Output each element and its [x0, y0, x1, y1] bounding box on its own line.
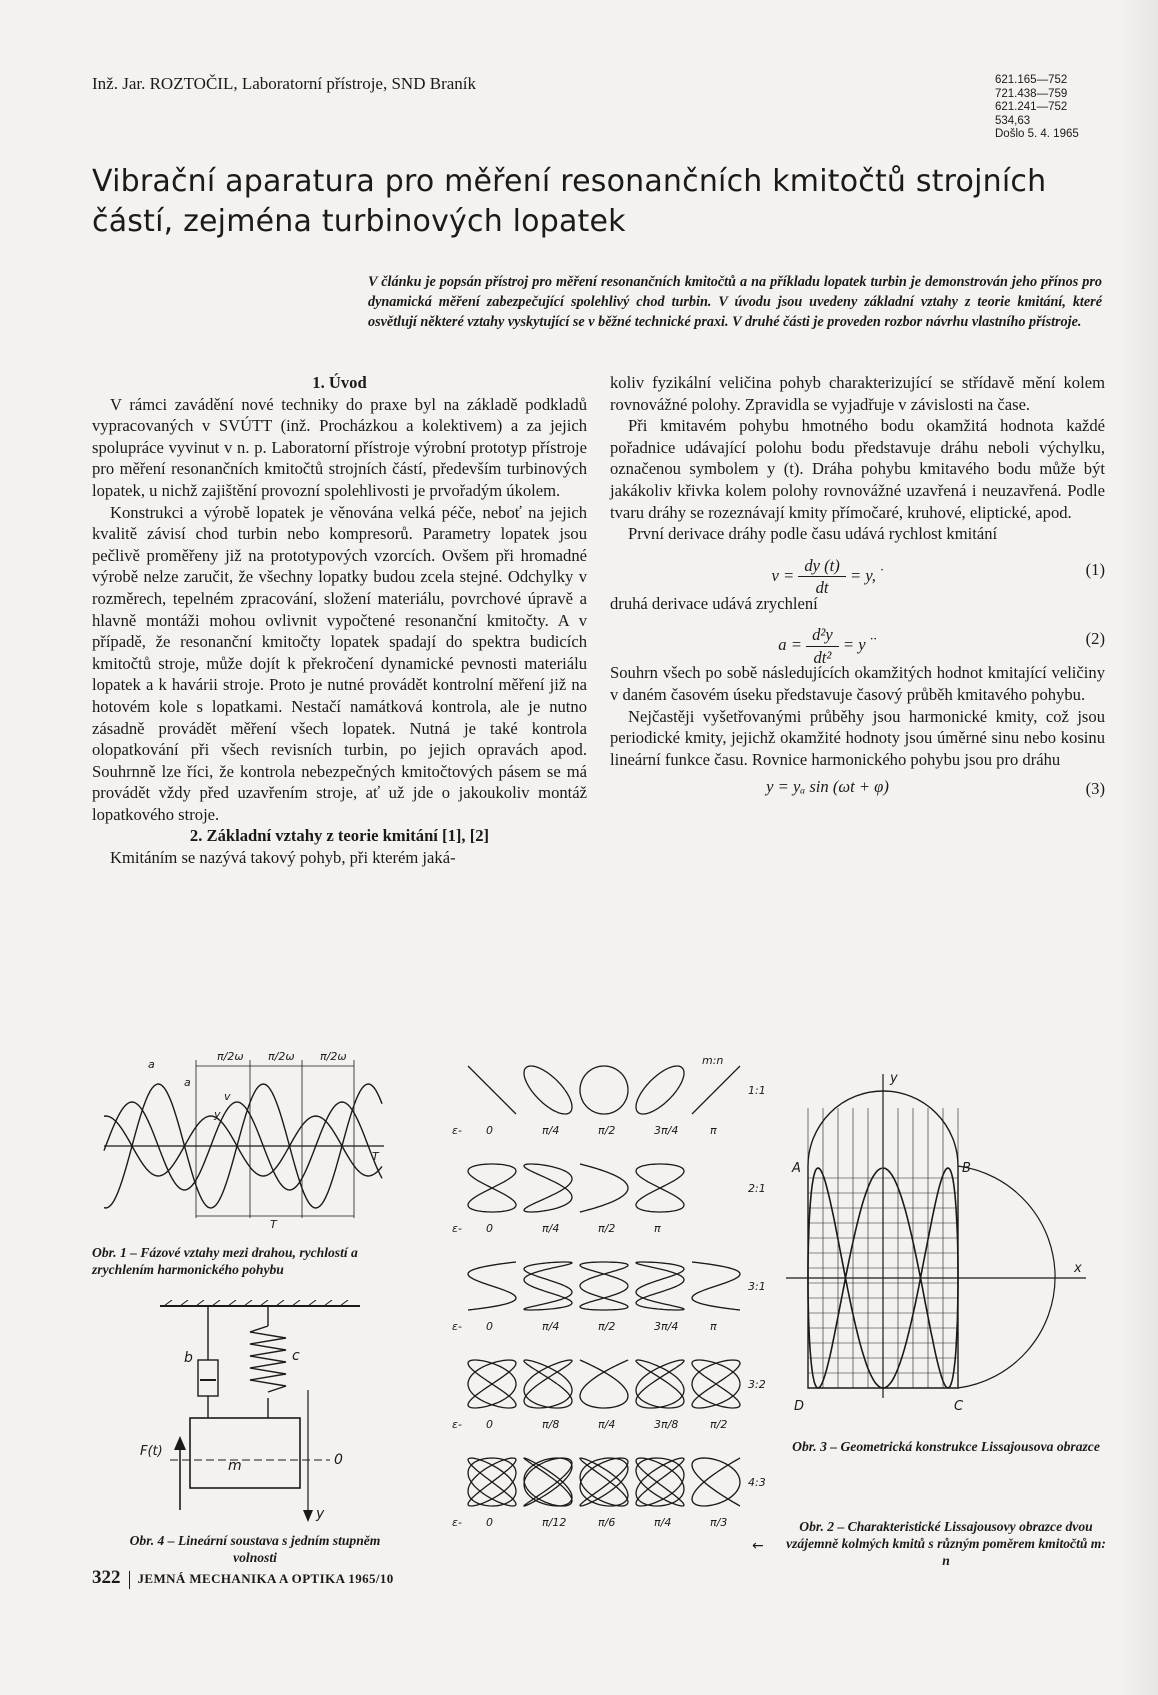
paragraph: Konstrukci a výrobě lopatek je věnována velká péče, neboť na jejich kvalitě závisí chod turbin nebo kompresorů. Parametry lopatek jsou pečlivě proměřeny již na prototypových vzorcích. Ovšem při hromadné výrobě nelze zaručit, že všechny lopatky budou zcela stejné. Odchylky v rozměrech, tepelném zpracování, složení materiálu, povrchové úpravě a hlavně montáži mohou ovlivnit vypočtené resonanční kmitočty. A v případě, že resonanční kmitočty lopatek spadají do spektra budicích kmitočtů stroje, může dojít k překročení dynamické pevnosti materiálu lopatek a k havárii stroje. Proto je nutné provádět kontrolní měření již na hotovém kole s lopatkami. Nestačí namátková kontrola, ale je nutno zásadně provádět měření všech lopatek. Nutná je také kontrola olopatkování při všech revisních turbin, po jejich opravách apod. Souhrnně lze říci, že kontrola nebezpečných kmitočtových pásem se má provádět vždy před uzavřením stroje, ať už jde o jakoukoliv montáž lopatkového stroje.: [92, 502, 587, 824]
article-title: Vibrační aparatura pro měření resonančních kmitočtů strojních částí, zejména turbinových lopatek: [92, 164, 1047, 239]
page-number: 322: [92, 1567, 121, 1588]
point-label: D: [794, 1399, 805, 1414]
lissajous-figure: [580, 1066, 628, 1114]
udc-code: 534,63: [995, 114, 1031, 127]
dimension-label: π/2ω: [217, 1050, 244, 1063]
curve-label: a: [184, 1076, 191, 1089]
lissajous-figure: [580, 1262, 628, 1310]
lissajous-figure: [636, 1164, 684, 1212]
origin-label: 0: [334, 1452, 343, 1468]
figure-2: [452, 1050, 782, 1555]
lissajous-figure: [692, 1360, 740, 1408]
epsilon-label: ε-: [452, 1418, 462, 1431]
curve-label: y: [214, 1108, 221, 1121]
phase-label: π/4: [542, 1320, 560, 1333]
phase-label: π: [710, 1320, 717, 1333]
curve-label: v: [224, 1090, 231, 1103]
curve-label: a: [148, 1058, 155, 1071]
udc-codes: [995, 74, 1079, 142]
eq-dot: ··: [869, 631, 877, 647]
eq-lhs: v =: [771, 565, 795, 585]
eq-numerator: dy (t): [798, 555, 845, 578]
equation-3: [610, 770, 1105, 810]
phase-label: π: [654, 1222, 661, 1235]
figure-4: [140, 1300, 400, 1530]
udc-code: 621.241—752: [995, 101, 1068, 113]
lissajous-figure: [636, 1066, 684, 1114]
phase-label: π/2: [598, 1222, 616, 1235]
journal-name: JEMNÁ MECHANIKA A OPTIKA 1965/10: [137, 1571, 394, 1586]
phase-label: 3π/8: [654, 1418, 679, 1431]
phase-label: π/2: [710, 1418, 728, 1431]
eq-lhs: a =: [778, 635, 802, 655]
mass-label: m: [228, 1458, 242, 1474]
y-arrowhead: [303, 1510, 313, 1522]
lissajous-figure: [636, 1458, 684, 1506]
received-date: Došlo 5. 4. 1965: [995, 128, 1079, 140]
dimension-label: π/2ω: [320, 1050, 347, 1063]
arrow-left-icon: ←: [752, 1538, 764, 1554]
equation-number: (1): [1085, 559, 1105, 579]
author-line: Inž. Jar. ROZTOČIL, Laboratorní přístroje, SND Braník: [92, 74, 477, 93]
damper-body: [198, 1360, 218, 1396]
figure-2-graphic: [452, 1050, 782, 1555]
page-footer: [92, 1567, 394, 1589]
equation-1: [610, 545, 1105, 598]
figure-1-caption: Obr. 1 – Fázové vztahy mezi drahou, rychlostí a zrychlením harmonického pohybu: [92, 1245, 358, 1277]
force-arrowhead: [174, 1436, 186, 1450]
x-axis-label: x: [1074, 1261, 1082, 1276]
mass-block: [190, 1418, 300, 1488]
lissajous-figure: [468, 1164, 516, 1212]
ratio-label: 2:1: [748, 1182, 766, 1195]
spring-label: c: [292, 1348, 300, 1364]
ratio-header: m:n: [702, 1054, 724, 1067]
point-label: C: [954, 1399, 964, 1414]
section-heading-intro: 1. Úvod: [312, 373, 367, 392]
epsilon-label: ε-: [452, 1124, 462, 1137]
y-label: y: [316, 1506, 325, 1522]
phase-label: π/4: [654, 1516, 672, 1529]
phase-label: π/4: [542, 1124, 560, 1137]
figure-4-graphic: [140, 1300, 400, 1530]
lissajous-figure: [524, 1360, 572, 1408]
ratio-label: 3:1: [748, 1280, 766, 1293]
phase-label: 3π/4: [654, 1320, 679, 1333]
paragraph: koliv fyzikální veličina pohyb charakterizující se střídavě mění kolem rovnovážné polohy. Zpravidla se vyjadřuje v závislosti na čase.: [610, 373, 1105, 414]
damper-label: b: [184, 1350, 193, 1366]
udc-code: 721.438—759: [995, 87, 1068, 100]
paragraph: V rámci zavádění nové techniky do praxe byl na základě podkladů vypracovaných v SVÚTT (inž. Procházkou a kolektivem) a za jejich spolupráce vyvinut v n. p. Laboratorní přístroje výrobní prototyp přístroje pro měření resonančních kmitočtů strojních částí, především turbinových lopatek, u nichž zajištění provozní spolehlivosti je prvořadým úkolem.: [92, 394, 587, 500]
caption-text: Obr. 2 – Charakteristické Lissajousovy obrazce dvou vzájemně kolmých kmitů s různým poměrem kmitočtů m: n: [786, 1519, 1106, 1568]
eq-numerator: d²y: [806, 624, 839, 647]
section-heading-theory: 2. Základní vztahy z teorie kmitání [1], [2]: [189, 826, 490, 846]
paragraph: Kmitáním se nazývá takový pohyb, při kterém jaká-: [110, 848, 456, 868]
lissajous-figure: [580, 1458, 628, 1506]
equation-number: (2): [1085, 629, 1105, 649]
lissajous-figure: [468, 1066, 516, 1114]
phase-label: π/8: [542, 1418, 560, 1431]
ratio-label: 4:3: [748, 1476, 766, 1489]
abstract: V článku je popsán přístroj pro měření resonančních kmitočtů a na příkladu lopatek turbin je demonstrován jeho přínos pro dynamická měření zabezpečující spolehlivý chod turbin. V úvodu jsou uvedeny základní vztahy z teorie kmitání, které osvětlují některé vztahy vyskytující se v běžné technické praxi. V druhé části je proveden rozbor návrhu vlastního přístroje.: [368, 274, 1102, 330]
lissajous-figure: [636, 1360, 684, 1408]
lissajous-figure: [636, 1262, 684, 1310]
point-label: A: [792, 1161, 801, 1176]
phase-label: π/4: [598, 1418, 616, 1431]
epsilon-label: ε-: [452, 1320, 462, 1333]
lissajous-figure: [524, 1164, 572, 1212]
phase-label: 0: [486, 1320, 493, 1333]
dimension-label: π/2ω: [268, 1050, 295, 1063]
eq-fraction: [806, 624, 839, 668]
epsilon-label: ε-: [452, 1516, 462, 1529]
paragraph: Při kmitavém pohybu hmotného bodu okamžitá hodnota každé pořadnice udávající polohu bodu představuje dráhu neboli výchylku, označenou symbolem y (t). Dráha pohybu kmitavého bodu může být jakákoliv křivka kolem polohy rovnovážné uzavřená i neuzavřená. Podle tvaru dráhy se rozeznávají kmity přímočaré, kruhové, eliptické, apod.: [610, 416, 1105, 522]
paragraph: Nejčastěji vyšetřovanými průběhy jsou harmonické kmity, což jsou periodické kmity, jejichž okamžité hodnoty jsou úměrné sinu nebo kosinu lineární funkce času. Rovnice harmonického pohybu jsou pro dráhu: [610, 706, 1105, 769]
lissajous-figure: [524, 1262, 572, 1310]
figure-1: [92, 1048, 392, 1232]
left-column: [92, 372, 587, 869]
figure-1-graphic: [92, 1048, 392, 1232]
phase-label: 0: [486, 1222, 493, 1235]
ratio-label: 3:2: [748, 1378, 766, 1391]
eq-rhs: = y: [842, 635, 866, 655]
figure-3-caption: Obr. 3 – Geometrická konstrukce Lissajousova obrazce: [792, 1439, 1100, 1454]
circle-boundary: [958, 1166, 1055, 1388]
phase-label: π/2: [598, 1320, 616, 1333]
force-label: F(t): [140, 1444, 163, 1459]
equation-2: [610, 614, 1105, 667]
lissajous-figure: [692, 1262, 740, 1310]
figure-4-caption: Obr. 4 – Lineární soustava s jedním stupněm volnosti: [129, 1533, 381, 1565]
ratio-label: 1:1: [748, 1084, 766, 1097]
phase-label: 0: [486, 1418, 493, 1431]
lissajous-figure: [524, 1458, 572, 1506]
udc-code: 621.165—752: [995, 74, 1068, 86]
paragraph: Souhrn všech po sobě následujících okamžitých hodnot kmitající veličiny v daném časovém úseku představuje časový průběh kmitavého pohybu.: [610, 663, 1105, 704]
lissajous-figure: [468, 1360, 516, 1408]
figure-3-graphic: [786, 1068, 1106, 1418]
point-label: B: [962, 1161, 971, 1176]
phase-label: π/2: [598, 1124, 616, 1137]
period-label: T: [270, 1218, 277, 1231]
page-bleed: [1118, 0, 1158, 1695]
eq-fraction: [798, 555, 845, 599]
phase-label: 3π/4: [654, 1124, 679, 1137]
axis-label: T: [372, 1150, 379, 1163]
right-column: [610, 372, 1105, 810]
y-axis-label: y: [890, 1071, 898, 1086]
footer-divider: [129, 1571, 130, 1589]
phase-label: π/4: [542, 1222, 560, 1235]
equation-number: (3): [1085, 779, 1105, 799]
lissajous-figure: [580, 1164, 628, 1212]
paragraph: druhá derivace udává zrychlení: [610, 593, 818, 613]
phase-label: π/12: [542, 1516, 567, 1529]
lissajous-figure: [692, 1066, 740, 1114]
eq-rhs: = y,: [849, 565, 876, 585]
lissajous-figure: [468, 1458, 516, 1506]
paragraph: První derivace dráhy podle času udává rychlost kmitání: [628, 524, 998, 544]
eq-denominator: dt: [815, 578, 829, 598]
phase-label: 0: [486, 1124, 493, 1137]
epsilon-label: ε-: [452, 1222, 462, 1235]
lissajous-figure: [580, 1360, 628, 1408]
spring: [250, 1326, 286, 1392]
phase-label: 0: [486, 1516, 493, 1529]
figure-3: [786, 1068, 1106, 1418]
phase-label: π: [710, 1124, 717, 1137]
eq-denominator: dt²: [813, 647, 832, 667]
eq-dot: ·: [880, 562, 884, 578]
eq-body: y = yₐ sin (ωt + φ): [766, 777, 889, 797]
phase-label: π/6: [598, 1516, 616, 1529]
lissajous-figure: [692, 1458, 740, 1506]
lissajous-figure: [524, 1066, 572, 1114]
lissajous-figure: [468, 1262, 516, 1310]
figure-2-caption: [786, 1518, 1106, 1569]
phase-label: π/3: [710, 1516, 728, 1529]
